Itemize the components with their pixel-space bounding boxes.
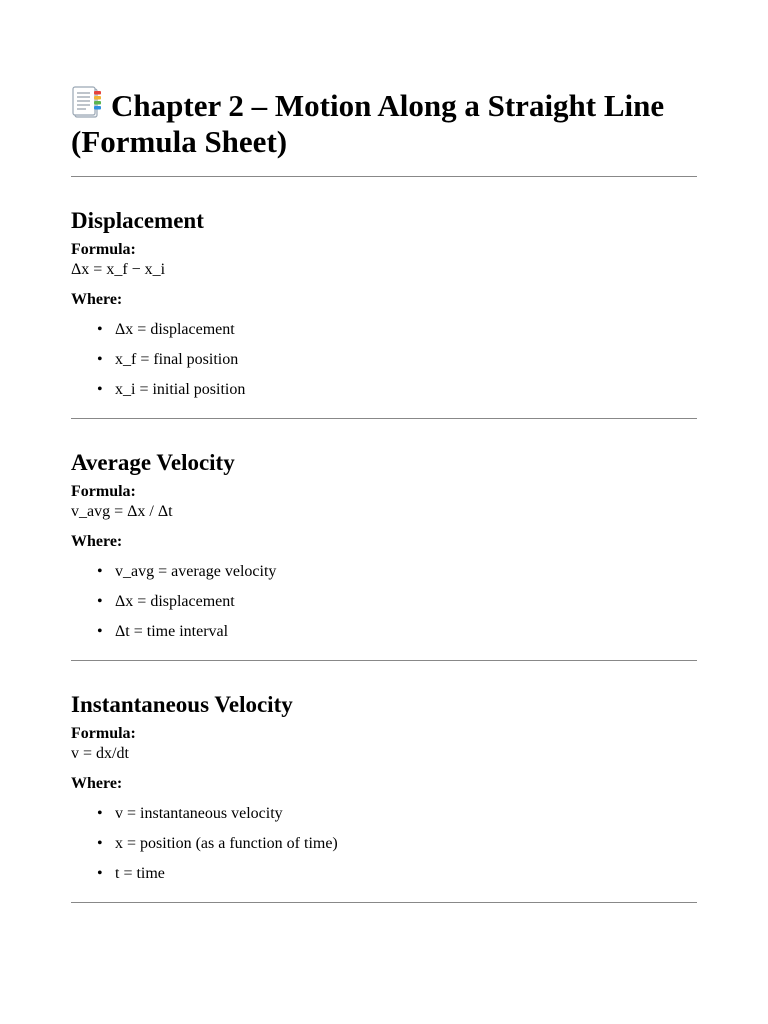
page-title-text: Chapter 2 – Motion Along a Straight Line (Formula Sheet) [71,88,665,159]
sections-container [71,177,697,903]
variable-definition: x = position (as a function of time) [115,835,338,852]
variable-definition: v = instantaneous velocity [115,805,283,822]
section-heading: Average Velocity [71,450,235,475]
list-item [97,350,697,370]
bullet-icon: • [97,623,103,640]
section-heading: Displacement [71,208,204,233]
variable-definition: Δx = displacement [115,321,235,338]
section [71,419,697,661]
list-item [97,320,697,340]
section-heading: Instantaneous Velocity [71,692,293,717]
bullet-icon: • [97,381,103,398]
where-label: Where: [71,291,123,308]
list-item [97,380,697,400]
where-label: Where: [71,775,123,792]
formula-text: v_avg = Δx / Δt [71,503,173,520]
variable-list [71,320,697,400]
list-item [97,622,697,642]
section [71,661,697,903]
where-label: Where: [71,533,123,550]
variable-list [71,562,697,642]
list-item [97,834,697,854]
variable-definition: t = time [115,865,165,882]
variable-definition: v_avg = average velocity [115,563,277,580]
divider [71,902,697,903]
formula-label: Formula: [71,483,136,500]
bookmark-tabs-icon [71,86,105,120]
variable-definition: x_f = final position [115,351,239,368]
variable-definition: Δx = displacement [115,593,235,610]
list-item [97,562,697,582]
bullet-icon: • [97,805,103,822]
section [71,177,697,419]
formula-text: Δx = x_f − x_i [71,261,166,278]
bullet-icon: • [97,865,103,882]
formula-label: Formula: [71,241,136,258]
variable-definition: x_i = initial position [115,381,246,398]
list-item [97,804,697,824]
bullet-icon: • [97,835,103,852]
bullet-icon: • [97,593,103,610]
formula-text: v = dx/dt [71,745,129,762]
list-item [97,592,697,612]
formula-label: Formula: [71,725,136,742]
bullet-icon: • [97,351,103,368]
variable-definition: Δt = time interval [115,623,229,640]
variable-list [71,804,697,884]
bullet-icon: • [97,321,103,338]
page-title [71,86,697,160]
list-item [97,864,697,884]
bullet-icon: • [97,563,103,580]
